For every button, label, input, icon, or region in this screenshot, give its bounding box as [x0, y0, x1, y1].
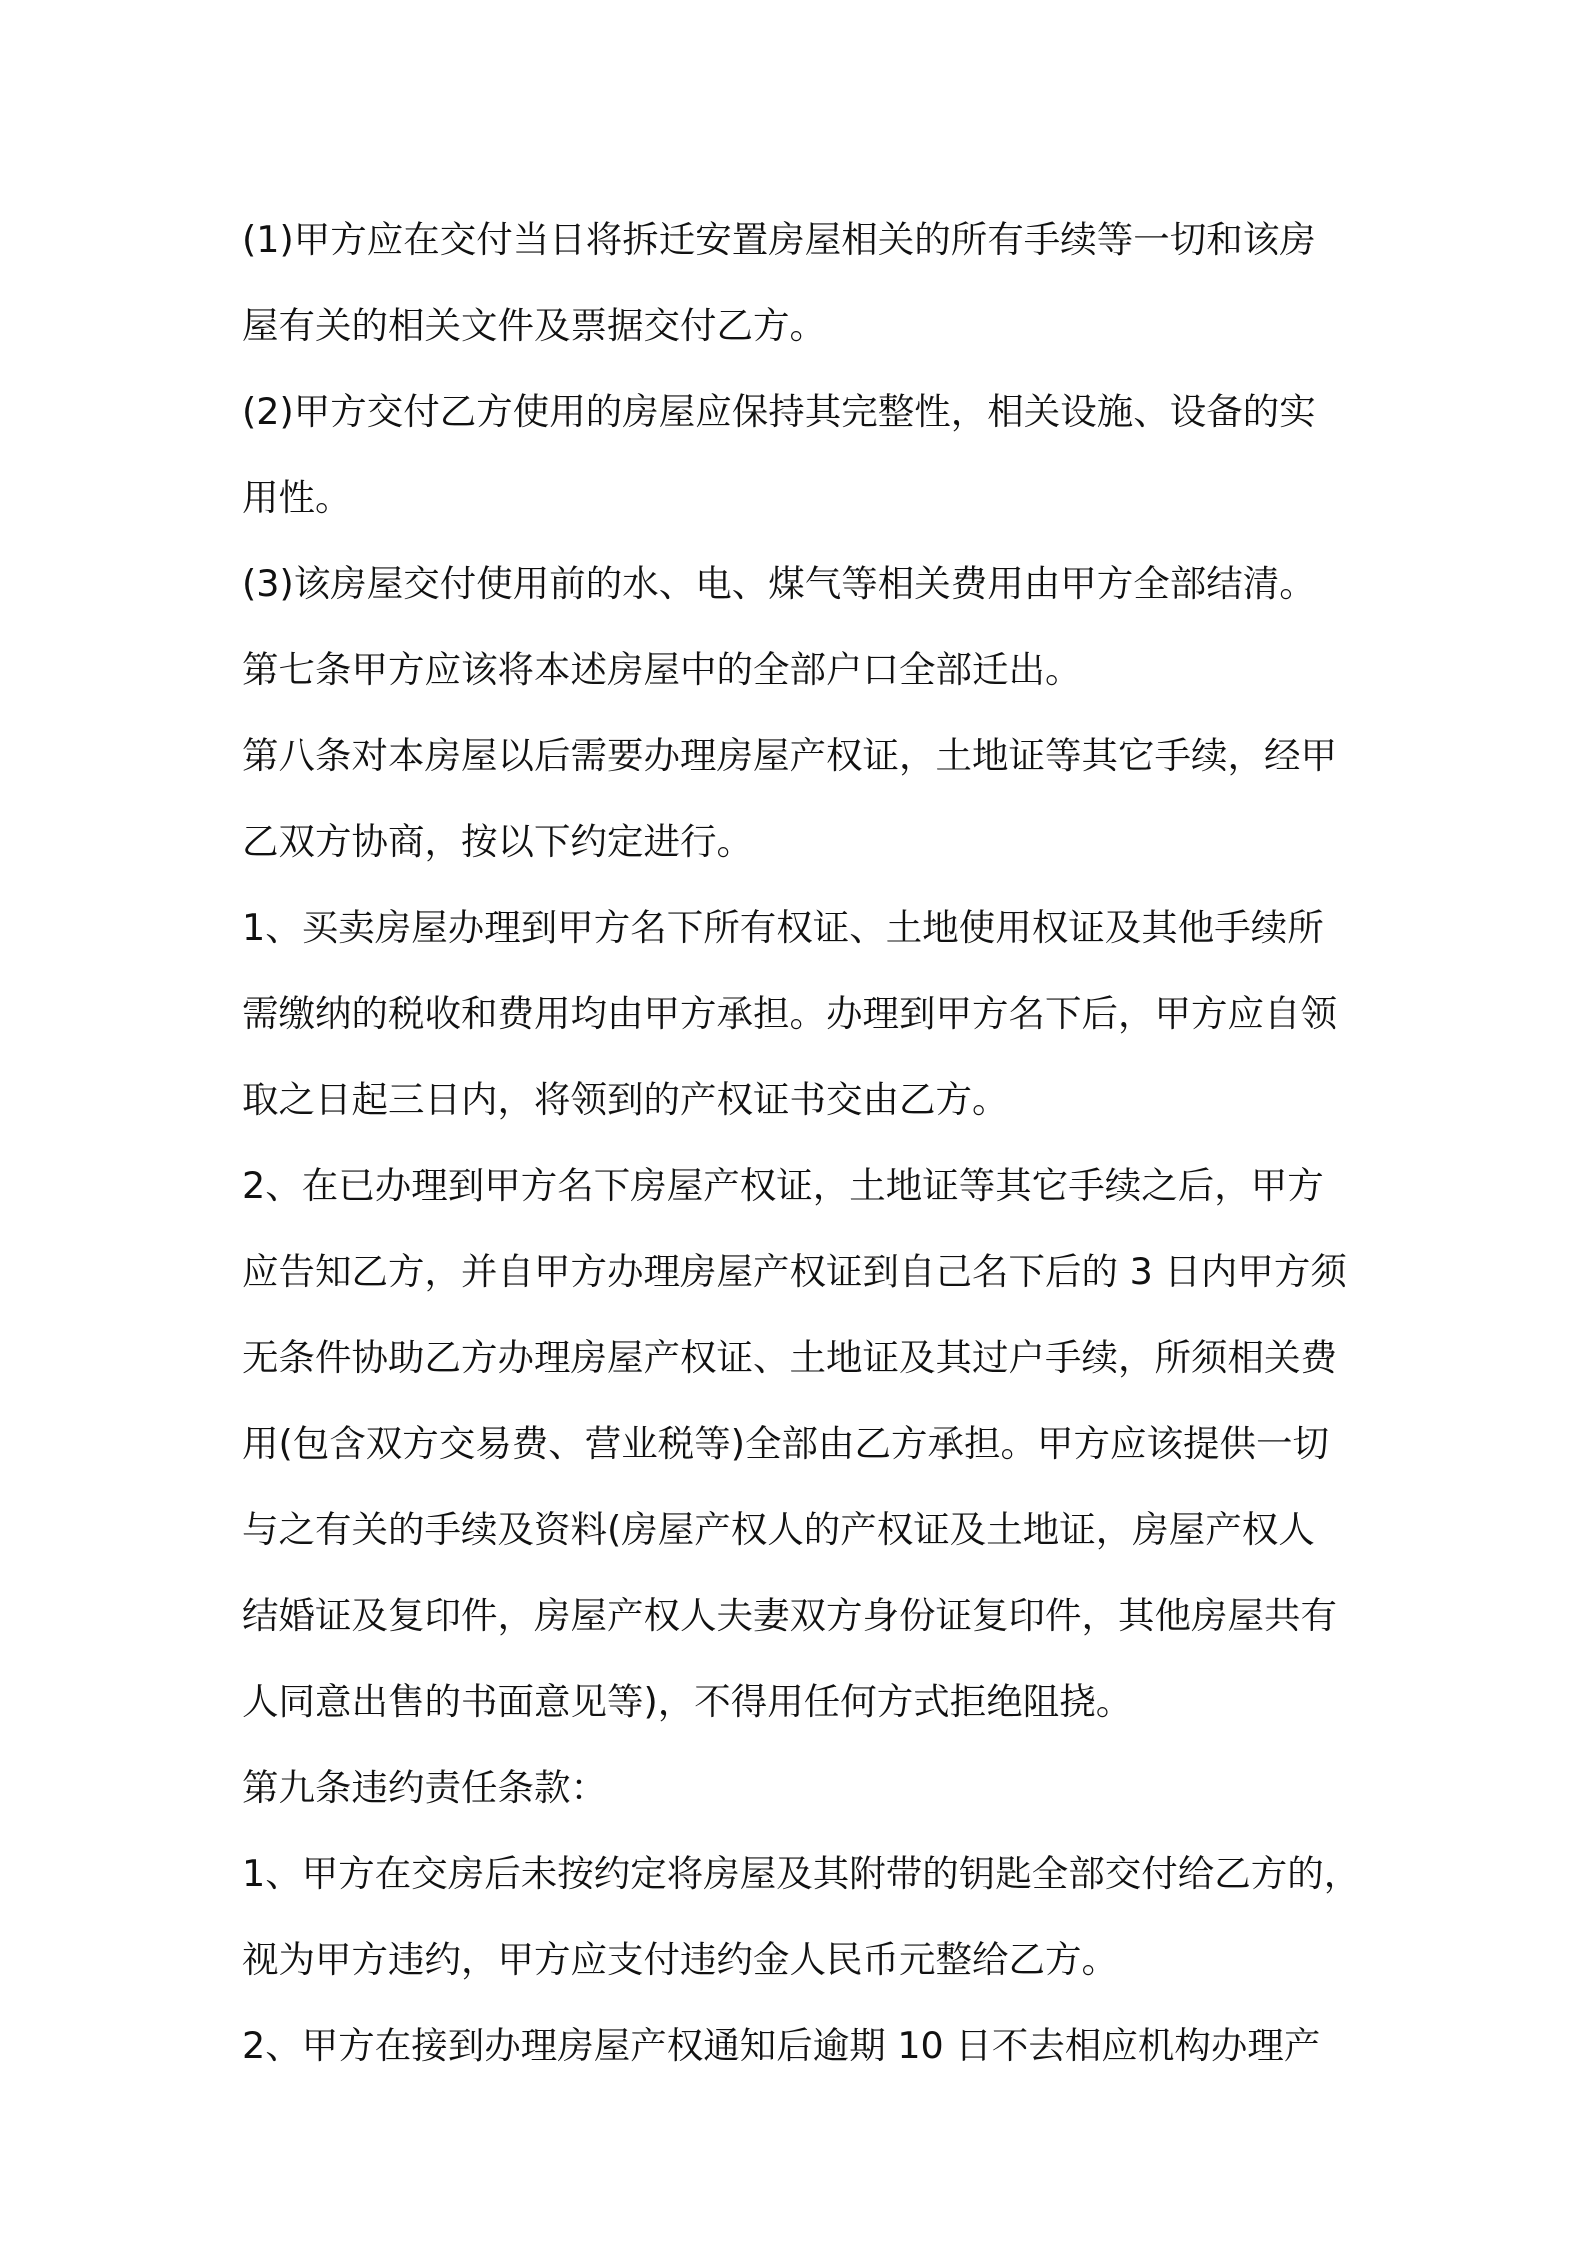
text-line: 2、甲方在接到办理房屋产权通知后逾期 10 日不去相应机构办理产 [242, 2024, 1321, 2067]
text-line: 屋有关的相关文件及票据交付乙方。 [242, 304, 826, 347]
text-line: 应告知乙方，并自甲方办理房屋产权证到自己名下后的 3 日内甲方须 [242, 1250, 1347, 1293]
text-line: 用性。 [242, 476, 352, 519]
text-line: (2)甲方交付乙方使用的房屋应保持其完整性，相关设施、设备的实 [242, 390, 1316, 433]
text-line: 2、在已办理到甲方名下房屋产权证，土地证等其它手续之后，甲方 [242, 1164, 1324, 1207]
text-line: 乙双方协商，按以下约定进行。 [242, 820, 753, 863]
text-line: 第七条甲方应该将本述房屋中的全部户口全部迁出。 [242, 648, 1082, 691]
text-line: (3)该房屋交付使用前的水、电、煤气等相关费用由甲方全部结清。 [242, 562, 1316, 605]
text-line: 结婚证及复印件，房屋产权人夫妻双方身份证复印件，其他房屋共有 [242, 1594, 1337, 1637]
text-line: 视为甲方违约，甲方应支付违约金人民币元整给乙方。 [242, 1938, 1118, 1981]
text-line: 无条件协助乙方办理房屋产权证、土地证及其过户手续，所须相关费 [242, 1336, 1337, 1379]
document-body [242, 197, 1362, 2089]
text-line: 1、买卖房屋办理到甲方名下所有权证、土地使用权证及其他手续所 [242, 906, 1324, 949]
text-line: 用(包含双方交易费、营业税等)全部由乙方承担。甲方应该提供一切 [242, 1422, 1329, 1465]
text-line: 需缴纳的税收和费用均由甲方承担。办理到甲方名下后，甲方应自领 [242, 992, 1337, 1035]
text-line: 第九条违约责任条款： [242, 1766, 607, 1809]
text-line: (1)甲方应在交付当日将拆迁安置房屋相关的所有手续等一切和该房 [242, 218, 1316, 261]
text-line: 1、甲方在交房后未按约定将房屋及其附带的钥匙全部交付给乙方的， [242, 1852, 1361, 1895]
text-line: 第八条对本房屋以后需要办理房屋产权证，土地证等其它手续，经甲 [242, 734, 1337, 777]
text-line: 人同意出售的书面意见等)，不得用任何方式拒绝阻挠。 [242, 1680, 1133, 1723]
text-line: 与之有关的手续及资料(房屋产权人的产权证及土地证，房屋产权人 [242, 1508, 1315, 1551]
text-line: 取之日起三日内，将领到的产权证书交由乙方。 [242, 1078, 1009, 1121]
